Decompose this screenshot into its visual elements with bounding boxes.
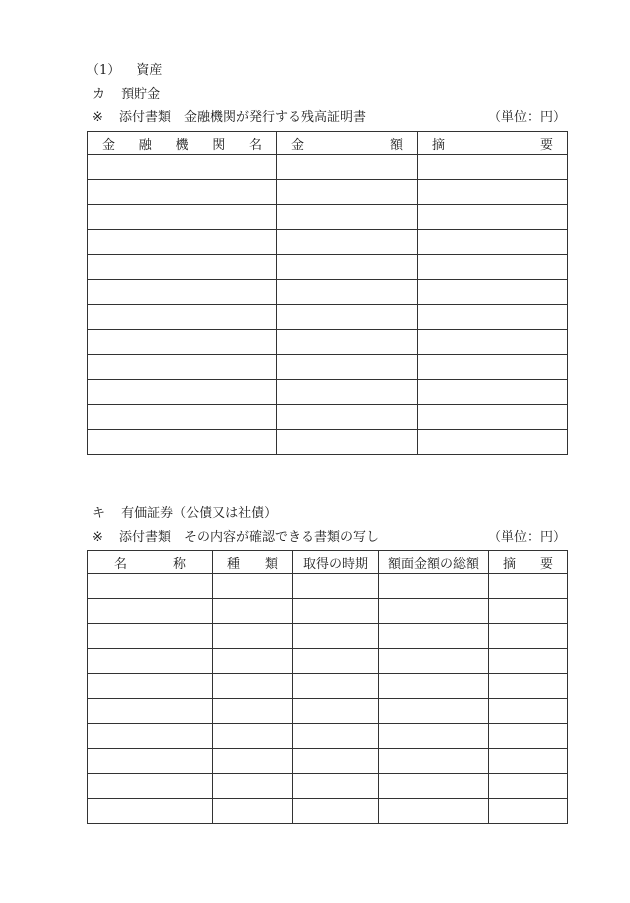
securities-table-cell[interactable] bbox=[293, 574, 379, 599]
deposits-table-row bbox=[88, 430, 568, 455]
section-number: （1） bbox=[86, 63, 121, 78]
deposits-table-row bbox=[88, 405, 568, 430]
securities-table-cell[interactable] bbox=[293, 599, 379, 624]
deposits-heading bbox=[92, 87, 160, 103]
deposits-table-cell[interactable] bbox=[277, 380, 418, 405]
securities-table-cell[interactable] bbox=[88, 724, 213, 749]
securities-table-cell[interactable] bbox=[213, 774, 293, 799]
securities-heading-letter: キ bbox=[92, 506, 106, 521]
deposits-table-row bbox=[88, 155, 568, 180]
securities-table-row bbox=[88, 799, 568, 824]
deposits-col-institution bbox=[88, 132, 277, 155]
deposits-table-cell[interactable] bbox=[418, 405, 568, 430]
header-char: 摘 bbox=[432, 137, 446, 153]
deposits-table-cell[interactable] bbox=[277, 405, 418, 430]
header-char: 金 bbox=[291, 137, 305, 153]
securities-table-row bbox=[88, 699, 568, 724]
securities-table-cell[interactable] bbox=[88, 649, 213, 674]
deposits-table-cell[interactable] bbox=[88, 230, 277, 255]
header-char: 名 bbox=[248, 137, 262, 153]
header-char: 要 bbox=[539, 137, 553, 153]
securities-table-cell[interactable] bbox=[489, 674, 568, 699]
securities-table-cell[interactable] bbox=[379, 774, 489, 799]
deposits-header-row bbox=[88, 132, 568, 155]
deposits-table-cell[interactable] bbox=[277, 330, 418, 355]
securities-table-cell[interactable] bbox=[213, 749, 293, 774]
header-char: 称 bbox=[172, 556, 186, 572]
securities-table-cell[interactable] bbox=[489, 599, 568, 624]
deposits-table-row bbox=[88, 305, 568, 330]
deposits-table-cell[interactable] bbox=[88, 155, 277, 180]
deposits-table-cell[interactable] bbox=[88, 180, 277, 205]
deposits-heading-letter: カ bbox=[92, 87, 106, 102]
deposits-table-row bbox=[88, 205, 568, 230]
securities-table-row bbox=[88, 774, 568, 799]
deposits-table bbox=[87, 131, 568, 455]
securities-table-row bbox=[88, 574, 568, 599]
deposits-table-cell[interactable] bbox=[418, 330, 568, 355]
securities-table-cell[interactable] bbox=[489, 724, 568, 749]
securities-table-cell[interactable] bbox=[213, 799, 293, 824]
deposits-table-cell[interactable] bbox=[88, 205, 277, 230]
header-char: 名 bbox=[114, 556, 128, 572]
securities-table-cell[interactable] bbox=[88, 774, 213, 799]
header-char: 金 bbox=[102, 137, 116, 153]
deposits-table-cell[interactable] bbox=[277, 155, 418, 180]
securities-table-cell[interactable] bbox=[293, 674, 379, 699]
securities-table-cell[interactable] bbox=[379, 574, 489, 599]
securities-note-text: 添付書類 その内容が確認できる書類の写し bbox=[119, 530, 380, 545]
deposits-heading-title: 預貯金 bbox=[121, 87, 161, 102]
securities-table-cell[interactable] bbox=[213, 724, 293, 749]
securities-table-cell[interactable] bbox=[379, 674, 489, 699]
deposits-table-row bbox=[88, 355, 568, 380]
header-char: 要 bbox=[539, 556, 553, 572]
header-char: 額 bbox=[389, 137, 403, 153]
header-char: 類 bbox=[264, 556, 278, 572]
deposits-table-cell[interactable] bbox=[88, 280, 277, 305]
section-heading bbox=[86, 63, 162, 79]
deposits-note-text: 添付書類 金融機関が発行する残高証明書 bbox=[119, 110, 367, 125]
deposits-table-row bbox=[88, 330, 568, 355]
securities-table-cell[interactable] bbox=[379, 699, 489, 724]
securities-table-cell[interactable] bbox=[489, 799, 568, 824]
securities-table-cell[interactable] bbox=[213, 649, 293, 674]
securities-table-cell[interactable] bbox=[88, 599, 213, 624]
securities-table-cell[interactable] bbox=[293, 624, 379, 649]
securities-table-cell[interactable] bbox=[489, 699, 568, 724]
deposits-table-cell[interactable] bbox=[88, 430, 277, 455]
securities-note bbox=[92, 530, 379, 546]
deposits-table-cell[interactable] bbox=[418, 380, 568, 405]
securities-table-cell[interactable] bbox=[213, 674, 293, 699]
securities-heading-title: 有価証券（公債又は社債） bbox=[121, 506, 278, 521]
securities-table-cell[interactable] bbox=[88, 624, 213, 649]
securities-header-row bbox=[88, 551, 568, 574]
securities-table-cell[interactable] bbox=[88, 574, 213, 599]
securities-table-cell[interactable] bbox=[88, 799, 213, 824]
deposits-table-cell[interactable] bbox=[418, 155, 568, 180]
deposits-table-cell[interactable] bbox=[88, 380, 277, 405]
securities-table-cell[interactable] bbox=[489, 624, 568, 649]
securities-table-row bbox=[88, 624, 568, 649]
securities-table-cell[interactable] bbox=[489, 749, 568, 774]
deposits-table-cell[interactable] bbox=[418, 255, 568, 280]
securities-table-row bbox=[88, 649, 568, 674]
deposits-table-cell[interactable] bbox=[277, 180, 418, 205]
header-char: 種 bbox=[227, 556, 241, 572]
header-char: 機 bbox=[175, 137, 189, 153]
deposits-table-cell[interactable] bbox=[418, 430, 568, 455]
securities-note-row bbox=[92, 530, 566, 546]
deposits-col-amount bbox=[277, 132, 418, 155]
securities-table-cell[interactable] bbox=[88, 674, 213, 699]
deposits-table-row bbox=[88, 230, 568, 255]
deposits-table-cell[interactable] bbox=[88, 330, 277, 355]
securities-col-type bbox=[213, 551, 293, 574]
deposits-table-cell[interactable] bbox=[418, 205, 568, 230]
deposits-table-cell[interactable] bbox=[418, 305, 568, 330]
securities-table-cell[interactable] bbox=[379, 724, 489, 749]
securities-table-cell[interactable] bbox=[489, 774, 568, 799]
securities-table bbox=[87, 550, 568, 824]
deposits-table-cell[interactable] bbox=[88, 405, 277, 430]
deposits-table-row bbox=[88, 380, 568, 405]
securities-col-remarks bbox=[489, 551, 568, 574]
deposits-table-cell[interactable] bbox=[277, 280, 418, 305]
header-char: 融 bbox=[138, 137, 152, 153]
securities-table-row bbox=[88, 749, 568, 774]
deposits-col-remarks bbox=[418, 132, 568, 155]
deposits-table-cell[interactable] bbox=[277, 430, 418, 455]
securities-table-cell[interactable] bbox=[379, 624, 489, 649]
securities-col-name bbox=[88, 551, 213, 574]
securities-col-acquired: 取得の時期 bbox=[293, 551, 379, 574]
securities-table-cell[interactable] bbox=[293, 774, 379, 799]
deposits-note-mark: ※ bbox=[92, 110, 103, 125]
deposits-table-cell[interactable] bbox=[277, 305, 418, 330]
securities-table-cell[interactable] bbox=[88, 749, 213, 774]
deposits-table-cell[interactable] bbox=[277, 205, 418, 230]
securities-table-cell[interactable] bbox=[379, 649, 489, 674]
deposits-table-cell[interactable] bbox=[88, 255, 277, 280]
securities-table-cell[interactable] bbox=[293, 649, 379, 674]
securities-table-cell[interactable] bbox=[88, 699, 213, 724]
header-char: 関 bbox=[212, 137, 226, 153]
securities-table-row bbox=[88, 599, 568, 624]
securities-table-cell[interactable] bbox=[379, 799, 489, 824]
header-char: 摘 bbox=[503, 556, 517, 572]
deposits-table-cell[interactable] bbox=[277, 255, 418, 280]
deposits-table-cell[interactable] bbox=[418, 355, 568, 380]
securities-note-mark: ※ bbox=[92, 530, 103, 545]
deposits-table-cell[interactable] bbox=[418, 180, 568, 205]
securities-table-cell[interactable] bbox=[489, 649, 568, 674]
securities-table-cell[interactable] bbox=[213, 574, 293, 599]
deposits-table-row bbox=[88, 180, 568, 205]
securities-table-cell[interactable] bbox=[213, 599, 293, 624]
deposits-note-row bbox=[92, 110, 566, 126]
deposits-table-cell[interactable] bbox=[88, 355, 277, 380]
securities-table-row bbox=[88, 724, 568, 749]
securities-heading bbox=[92, 506, 277, 522]
securities-table-cell[interactable] bbox=[293, 724, 379, 749]
securities-unit: （単位：円） bbox=[487, 530, 566, 545]
deposits-unit: （単位：円） bbox=[487, 110, 566, 125]
deposits-table-row bbox=[88, 280, 568, 305]
deposits-table-cell[interactable] bbox=[88, 305, 277, 330]
section-title: 資産 bbox=[136, 63, 163, 78]
securities-table-cell[interactable] bbox=[293, 749, 379, 774]
securities-table-cell[interactable] bbox=[293, 799, 379, 824]
deposits-note bbox=[92, 110, 366, 126]
securities-table-cell[interactable] bbox=[379, 749, 489, 774]
deposits-table-cell[interactable] bbox=[277, 355, 418, 380]
deposits-table-row bbox=[88, 255, 568, 280]
deposits-table-cell[interactable] bbox=[418, 230, 568, 255]
securities-table-cell[interactable] bbox=[293, 699, 379, 724]
securities-table-cell[interactable] bbox=[213, 624, 293, 649]
deposits-table-cell[interactable] bbox=[418, 280, 568, 305]
securities-table-cell[interactable] bbox=[379, 599, 489, 624]
deposits-table-cell[interactable] bbox=[277, 230, 418, 255]
securities-col-face-value: 額面金額の総額 bbox=[379, 551, 489, 574]
securities-table-cell[interactable] bbox=[489, 574, 568, 599]
securities-table-cell[interactable] bbox=[213, 699, 293, 724]
securities-table-row bbox=[88, 674, 568, 699]
